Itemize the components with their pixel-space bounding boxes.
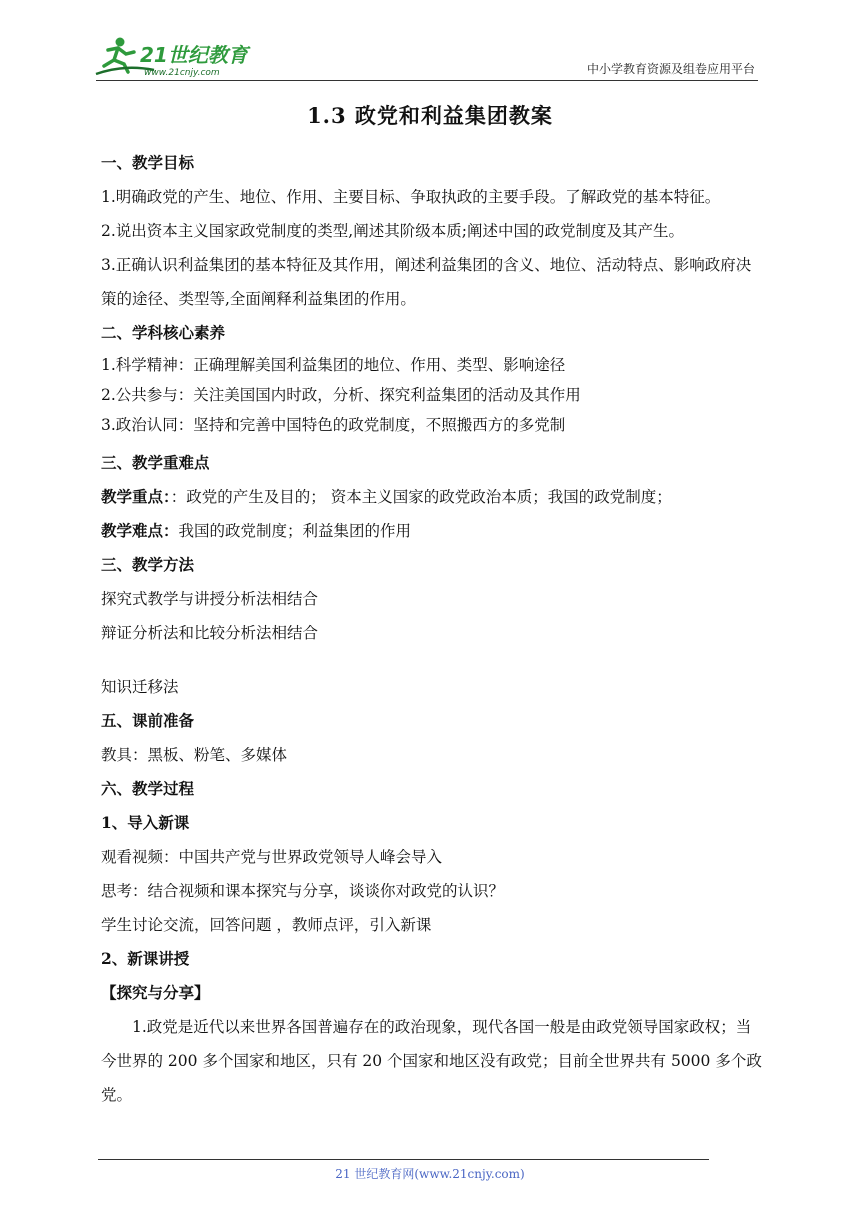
literacy-item: 3.政治认同：坚持和完善中国特色的政党制度，不照搬西方的多党制 <box>101 416 566 434</box>
key-point-text: ：政党的产生及目的； 资本主义国家的政党政治本质；我国的政党制度； <box>170 488 672 506</box>
section-heading-preparation: 五、课前准备 <box>101 711 195 730</box>
section-heading-core-literacy: 二、学科核心素养 <box>101 323 226 342</box>
difficulty-line <box>101 514 763 548</box>
explore-heading: 【探究与分享】 <box>101 983 210 1002</box>
explore-paragraph: 1.政党是近代以来世界各国普遍存在的政治现象，现代各国一般是由政党领导国家政权；当今世界的 200 多个国家和地区，只有 20 个国家和地区没有政党；目前全世界共有 5000 多个政党。 <box>101 1018 762 1104</box>
literacy-item: 1.科学精神：正确理解美国利益集团的地位、作用、类型、影响途径 <box>101 356 566 374</box>
difficulty-text: 我国的政党制度；利益集团的作用 <box>178 522 412 540</box>
preparation-text: 教具：黑板、粉笔、多媒体 <box>101 746 288 764</box>
objective-item: 1.明确政党的产生、地位、作用、主要目标、争取执政的主要手段。了解政党的基本特征。 <box>101 188 721 206</box>
intro-line: 思考：结合视频和课本探究与分享，谈谈你对政党的认识？ <box>101 882 505 900</box>
intro-line: 观看视频：中国共产党与世界政党领导人峰会导入 <box>101 848 443 866</box>
section-heading-process: 六、教学过程 <box>101 779 195 798</box>
section-heading-key-points: 三、教学重难点 <box>101 453 210 472</box>
step-heading-new-lesson: 2、新课讲授 <box>101 949 190 968</box>
header-divider <box>96 80 758 81</box>
section-heading-methods: 三、教学方法 <box>101 555 195 574</box>
logo-text: 21世纪教育 <box>140 43 248 67</box>
literacy-item: 2.公共参与：关注美国国内时政，分析、探究利益集团的活动及其作用 <box>101 386 581 404</box>
objective-item: 2.说出资本主义国家政党制度的类型,阐述其阶级本质;阐述中国的政党制度及其产生。 <box>101 222 684 240</box>
key-point-line <box>101 480 763 514</box>
footer-link[interactable]: 21 世纪教育网(www.21cnjy.com) <box>335 1167 525 1181</box>
section-heading-objectives: 一、教学目标 <box>101 153 195 172</box>
page-title: 1.3 政党和利益集团教案 <box>307 103 553 128</box>
site-logo[interactable] <box>94 34 269 80</box>
method-item: 辩证分析法和比较分析法相结合 <box>101 624 319 642</box>
platform-name: 中小学教育资源及组卷应用平台 <box>586 62 755 76</box>
step-heading-intro: 1、导入新课 <box>101 813 190 832</box>
key-point-label: 教学重点： <box>101 487 171 506</box>
footer-divider <box>98 1159 709 1160</box>
document-body <box>101 146 763 1112</box>
intro-line: 学生讨论交流，回答问题 ，教师点评，引入新课 <box>101 916 432 934</box>
logo-url: www.21cnjy.com <box>144 68 220 78</box>
method-item: 知识迁移法 <box>101 678 179 696</box>
difficulty-label: 教学难点： <box>101 521 179 540</box>
objective-item: 3.正确认识利益集团的基本特征及其作用，阐述利益集团的含义、地位、活动特点、影响政府决策的途径、类型等,全面阐释利益集团的作用。 <box>101 256 752 308</box>
method-item: 探究式教学与讲授分析法相结合 <box>101 590 319 608</box>
